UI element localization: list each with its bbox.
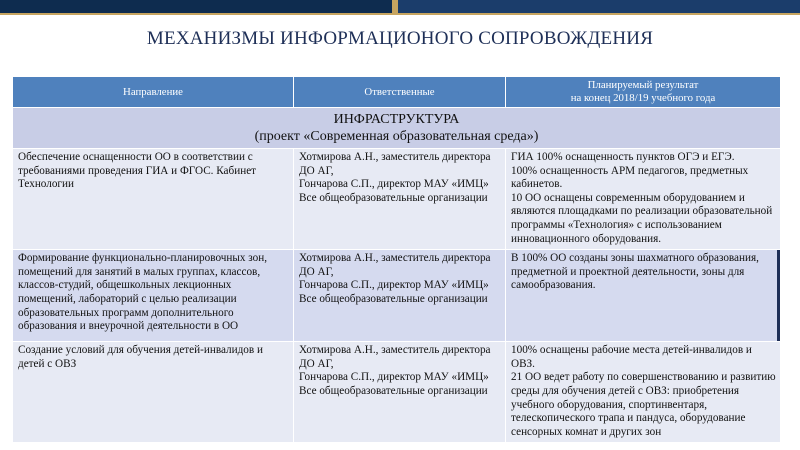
result-line: 10 ОО оснащены современным оборудованием и являются площадками по реализации образовательной программы «Технология» с использованием инновационного оборудования. [511,191,773,245]
header-result-line2: на конец 2018/19 учебного года [570,92,716,104]
result-line: 100% оснащены рабочие места детей-инвалидов и ОВЗ. [511,344,752,370]
section-cell [13,108,781,149]
top-decorative-bar [0,0,800,16]
responsible-line: Гончарова С.П., директор МАУ «ИМЦ» [299,279,489,292]
header-result-line1: Планируемый результат [587,79,699,91]
section-row [13,108,781,149]
header-direction: Направление [13,77,294,108]
result-line: ГИА 100% оснащенность пунктов ОГЭ и ЕГЭ. [511,151,735,163]
result-line: 100% оснащенность АРМ педагогов, предметных кабинетов. [511,164,749,191]
row-responsible [294,250,506,342]
top-bar-dark-segment [0,0,392,13]
responsible-line: Гончарова С.П., директор МАУ «ИМЦ» [299,371,489,384]
header-responsible: Ответственные [294,77,506,108]
row-direction: Формирование функционально-планировочных зон, помещений для занятий в малых группах, классов, классов-студий, общешкольных лекционных помещений, лабораторий с целью реализации образовательных программ дополнительного образования и внеурочной деятельности в ОО [13,250,294,342]
row-direction: Создание условий для обучения детей-инвалидов и детей с ОВЗ [13,342,294,443]
result-line: 21 ОО ведет работу по совершенствованию и развитию среды для обучения детей с ОВЗ: приобретения учебного оборудования, спортинвентаря, телескопического трапа и пандуса, оборудование сенсорных комнат и других зон [511,371,776,438]
top-bar-navy-segment [398,0,800,13]
responsible-line: Все общеобразовательные организации [299,384,488,397]
row-result [506,342,781,443]
table-row [13,149,781,250]
table-row [13,250,781,342]
responsible-line: Хотмирова А.Н., заместитель директора ДО АГ, [299,252,491,278]
section-subtitle: (проект «Современная образовательная среда») [254,129,539,144]
row-result [506,149,781,250]
header-result [506,77,781,108]
plan-table [12,76,781,443]
section-title: ИНФРАСТРУКТУРА [333,112,460,127]
responsible-line: Все общеобразовательные организации [299,191,488,204]
row-direction: Обеспечение оснащенности ОО в соответствии с требованиями проведения ГИА и ФГОС. Кабинет Технологии [13,149,294,250]
result-line: В 100% ОО созданы зоны шахматного образования, предметной и проектной деятельности, зоны для самообразования. [511,252,759,292]
table-row [13,342,781,443]
row-responsible [294,342,506,443]
top-bar-gold-rule [0,13,800,15]
responsible-line: Гончарова С.П., директор МАУ «ИМЦ» [299,178,489,191]
responsible-line: Хотмирова А.Н., заместитель директора ДО АГ, [299,151,491,177]
responsible-line: Хотмирова А.Н., заместитель директора ДО АГ, [299,344,491,370]
slide-title: МЕХАНИЗМЫ ИНФОРМАЦИОНОГО СОПРОВОЖДЕНИЯ [146,28,654,49]
row-result [506,250,781,342]
responsible-line: Все общеобразовательные организации [299,292,488,305]
row-responsible [294,149,506,250]
table-header-row [13,77,781,108]
